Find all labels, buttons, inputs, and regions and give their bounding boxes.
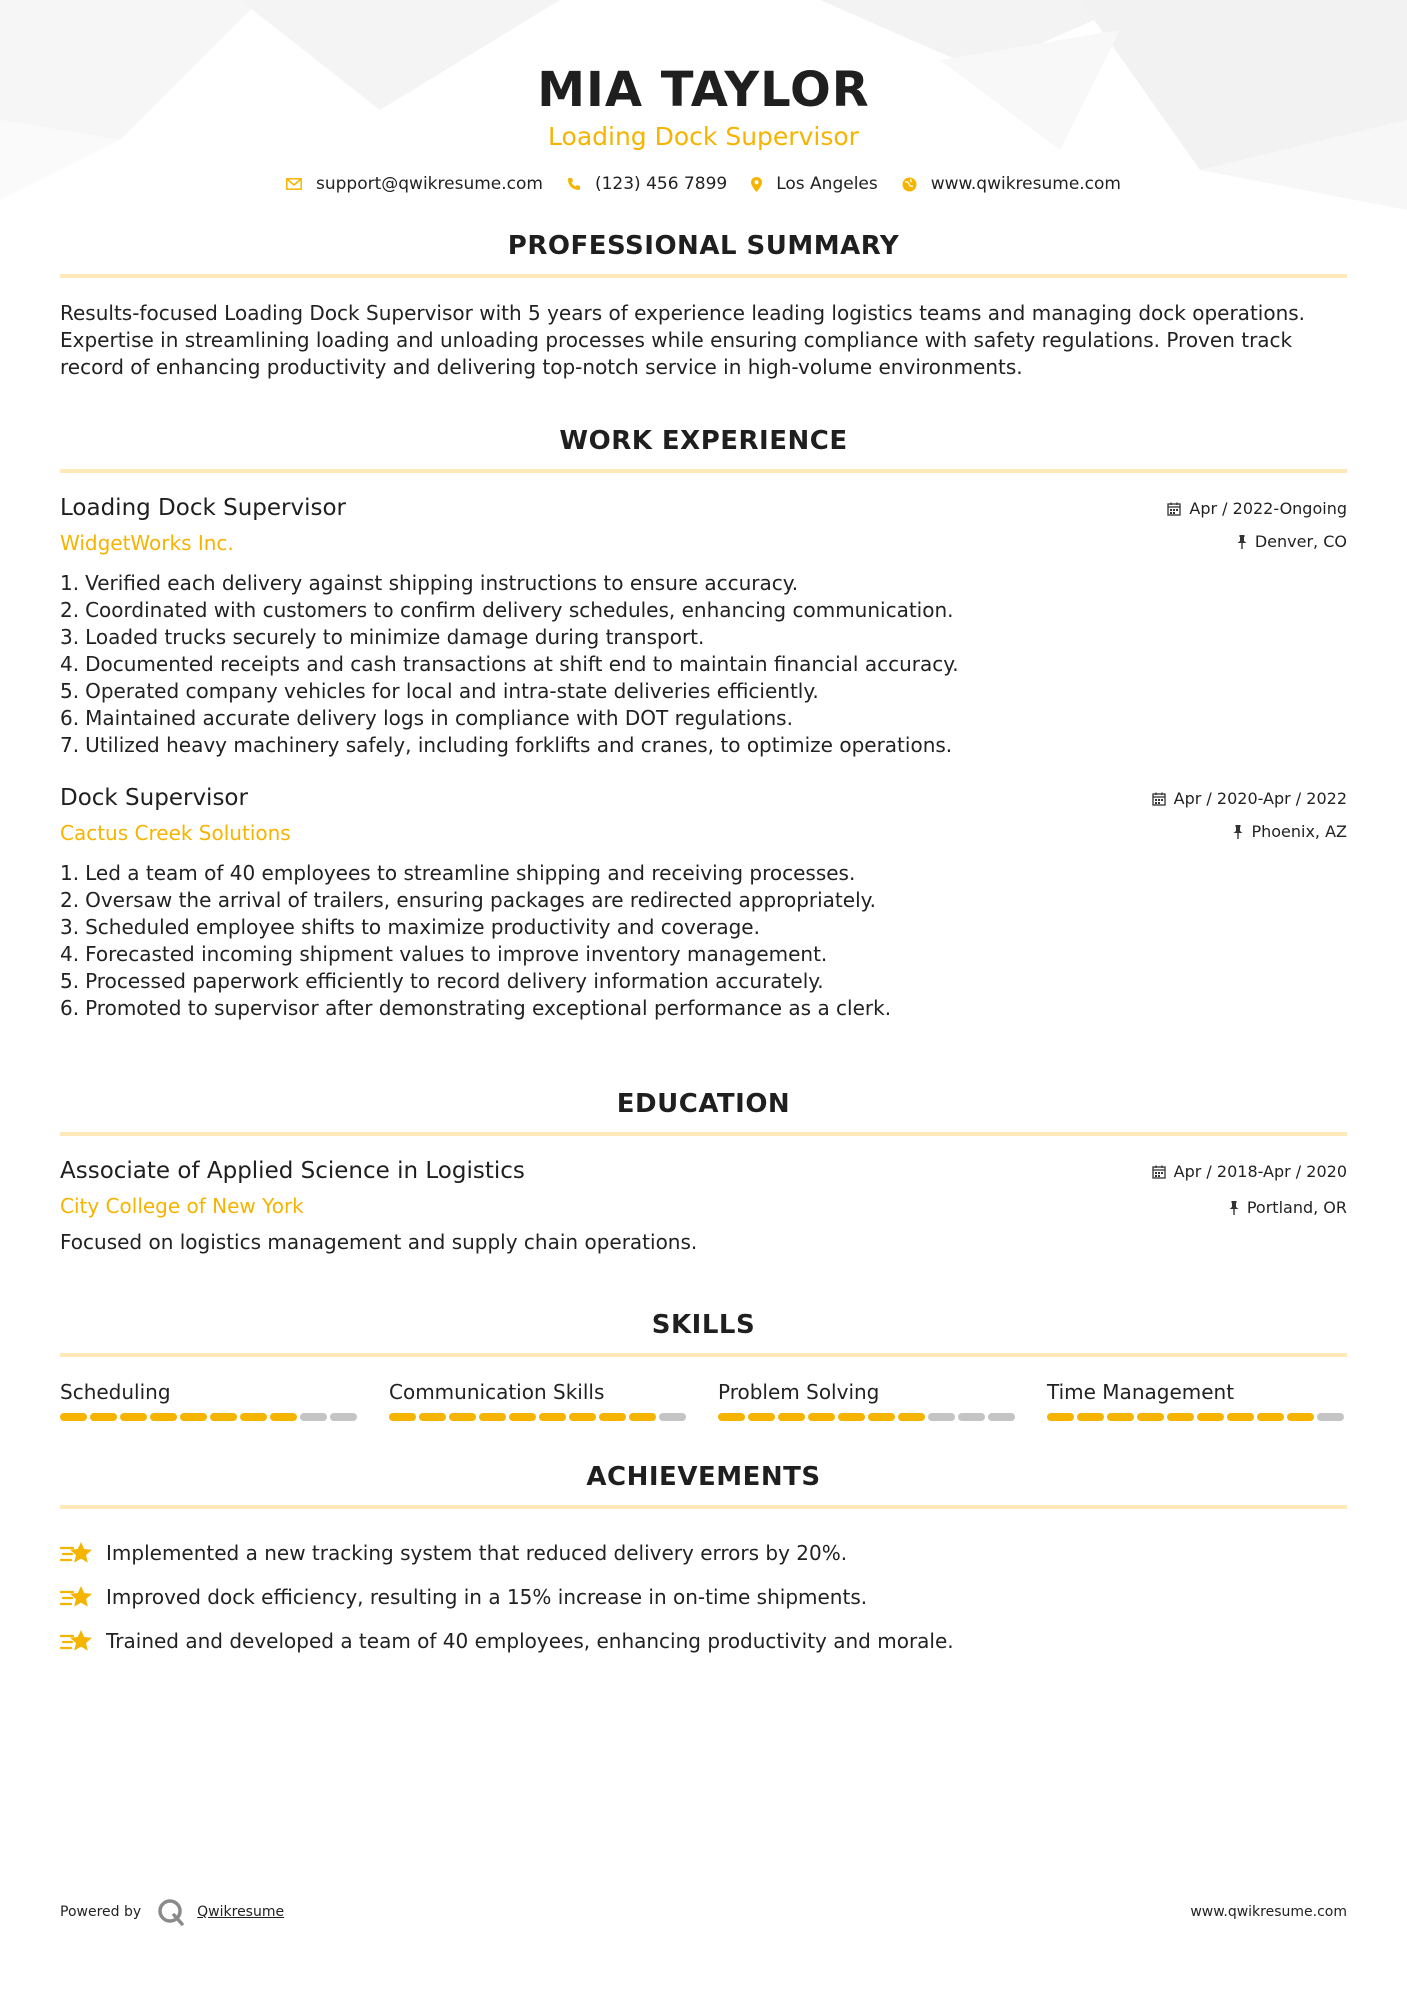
- rating-dot-filled: [718, 1413, 745, 1421]
- rating-dot-filled: [1107, 1413, 1134, 1421]
- pushpin-icon: [1229, 1201, 1239, 1215]
- achievement-text: Improved dock efficiency, resulting in a 15% increase in on-time shipments.: [106, 1584, 868, 1609]
- summary-section: [60, 230, 1347, 381]
- rating-dot-filled: [868, 1413, 895, 1421]
- achievement-item: [60, 1575, 1347, 1619]
- company-name: Cactus Creek Solutions: [60, 821, 291, 845]
- section-divider: [60, 1353, 1347, 1357]
- job-dates: Apr / 2022-Ongoing: [1189, 499, 1347, 518]
- rating-dot-filled: [150, 1413, 177, 1421]
- rating-dot-filled: [778, 1413, 805, 1421]
- powered-by: [60, 1898, 284, 1926]
- rating-dot-filled: [629, 1413, 656, 1421]
- rating-dot-empty: [988, 1413, 1015, 1421]
- rating-dot-filled: [1077, 1413, 1104, 1421]
- list-item: 1. Led a team of 40 employees to streamline shipping and receiving processes.: [60, 861, 856, 885]
- experience-section: [60, 425, 1347, 1022]
- achievement-text: Trained and developed a team of 40 employees, enhancing productivity and morale.: [106, 1628, 954, 1653]
- rating-dot-filled: [1137, 1413, 1164, 1421]
- rating-dot-filled: [599, 1413, 626, 1421]
- list-item: 4. Forecasted incoming shipment values to improve inventory management.: [60, 942, 828, 966]
- job-entry: [60, 493, 1347, 759]
- shooting-star-icon: [60, 1539, 94, 1567]
- shooting-star-icon: [60, 1627, 94, 1655]
- location-text: Los Angeles: [776, 174, 878, 194]
- calendar-icon: [1167, 502, 1181, 516]
- education-section: [60, 1088, 1347, 1255]
- section-divider: [60, 1505, 1347, 1509]
- list-item: 6. Promoted to supervisor after demonstrating exceptional performance as a clerk.: [60, 996, 892, 1020]
- footer-website[interactable]: www.qwikresume.com: [1190, 1904, 1347, 1920]
- rating-dot-filled: [1287, 1413, 1314, 1421]
- rating-dot-filled: [1167, 1413, 1194, 1421]
- rating-dot-empty: [330, 1413, 357, 1421]
- rating-dot-filled: [808, 1413, 835, 1421]
- resume-header: [60, 0, 1347, 194]
- skill-name: Scheduling: [60, 1380, 171, 1404]
- summary-text: Results-focused Loading Dock Supervisor with 5 years of experience leading logistics teams and managing dock operations. Expertise in streamlining loading and unloading processes while ensuring compliance with safety regulations. Proven track record of enhancing productivity and delivering top-notch service in high-volume environments.: [60, 301, 1306, 379]
- phone-text: (123) 456 7899: [594, 174, 728, 194]
- skills-list: [60, 1379, 1347, 1421]
- rating-dot-empty: [1317, 1413, 1344, 1421]
- list-item: 3. Loaded trucks securely to minimize damage during transport.: [60, 625, 705, 649]
- skills-heading: SKILLS: [651, 1310, 756, 1340]
- website-text: www.qwikresume.com: [930, 174, 1121, 194]
- duties-list: [60, 570, 1347, 759]
- duties-list: [60, 860, 1347, 1022]
- contact-email[interactable]: [286, 174, 543, 194]
- achievements-section: [60, 1461, 1347, 1663]
- list-item: 6. Maintained accurate delivery logs in compliance with DOT regulations.: [60, 706, 793, 730]
- rating-dot-filled: [1197, 1413, 1224, 1421]
- experience-heading: WORK EXPERIENCE: [559, 426, 848, 456]
- phone-icon: [567, 177, 581, 191]
- list-item: 1. Verified each delivery against shipping instructions to ensure accuracy.: [60, 571, 799, 595]
- education-location: Portland, OR: [1246, 1198, 1347, 1217]
- rating-dot-filled: [419, 1413, 446, 1421]
- degree-title: Associate of Applied Science in Logistics: [60, 1158, 525, 1184]
- skill-rating: [60, 1413, 360, 1421]
- list-item: 2. Coordinated with customers to confirm delivery schedules, enhancing communication.: [60, 598, 954, 622]
- skill-name: Time Management: [1047, 1380, 1235, 1404]
- rating-dot-filled: [748, 1413, 775, 1421]
- shooting-star-icon: [60, 1583, 94, 1611]
- skill-rating: [389, 1413, 689, 1421]
- rating-dot-filled: [479, 1413, 506, 1421]
- school-name: City College of New York: [60, 1194, 304, 1218]
- contact-phone[interactable]: [567, 174, 727, 194]
- skill-item: [60, 1379, 360, 1421]
- job-entry: [60, 783, 1347, 1022]
- achievement-item: [60, 1619, 1347, 1663]
- skill-name: Problem Solving: [718, 1380, 880, 1404]
- job-title: Loading Dock Supervisor: [60, 495, 347, 521]
- skill-item: [718, 1379, 1018, 1421]
- list-item: 3. Scheduled employee shifts to maximize productivity and coverage.: [60, 915, 760, 939]
- brand-link[interactable]: Qwikresume: [197, 1904, 285, 1920]
- rating-dot-filled: [180, 1413, 207, 1421]
- email-text: support@qwikresume.com: [316, 174, 543, 194]
- achievement-item: [60, 1531, 1347, 1575]
- contact-location: [751, 174, 878, 194]
- rating-dot-filled: [240, 1413, 267, 1421]
- section-divider: [60, 469, 1347, 473]
- job-location: Phoenix, AZ: [1251, 822, 1347, 841]
- rating-dot-filled: [1257, 1413, 1284, 1421]
- rating-dot-filled: [569, 1413, 596, 1421]
- section-divider: [60, 274, 1347, 278]
- rating-dot-filled: [838, 1413, 865, 1421]
- skill-item: [1047, 1379, 1347, 1421]
- envelope-icon: [286, 178, 302, 190]
- rating-dot-filled: [120, 1413, 147, 1421]
- job-meta: [1167, 493, 1347, 556]
- list-item: 5. Processed paperwork efficiently to record delivery information accurately.: [60, 969, 824, 993]
- candidate-name: MIA TAYLOR: [537, 62, 870, 118]
- calendar-icon: [1152, 792, 1166, 806]
- rating-dot-filled: [1047, 1413, 1074, 1421]
- list-item: 2. Oversaw the arrival of trailers, ensuring packages are redirected appropriately.: [60, 888, 876, 912]
- pushpin-icon: [1237, 535, 1247, 549]
- achievements-heading: ACHIEVEMENTS: [586, 1462, 821, 1492]
- rating-dot-empty: [659, 1413, 686, 1421]
- qwikresume-logo-icon: [157, 1898, 185, 1926]
- education-entry: [60, 1156, 1347, 1255]
- candidate-title: Loading Dock Supervisor: [548, 122, 859, 151]
- rating-dot-filled: [210, 1413, 237, 1421]
- skill-name: Communication Skills: [389, 1380, 605, 1404]
- powered-by-label: Powered by: [60, 1904, 142, 1920]
- rating-dot-filled: [389, 1413, 416, 1421]
- job-dates: Apr / 2020-Apr / 2022: [1173, 789, 1347, 808]
- contact-bar: [60, 174, 1347, 194]
- map-pin-icon: [751, 177, 762, 192]
- summary-heading: PROFESSIONAL SUMMARY: [507, 231, 900, 261]
- skill-rating: [718, 1413, 1018, 1421]
- company-name: WidgetWorks Inc.: [60, 531, 234, 555]
- job-title: Dock Supervisor: [60, 785, 248, 811]
- skill-rating: [1047, 1413, 1347, 1421]
- rating-dot-filled: [898, 1413, 925, 1421]
- section-divider: [60, 1132, 1347, 1136]
- globe-icon: [902, 177, 917, 192]
- rating-dot-filled: [1227, 1413, 1254, 1421]
- rating-dot-empty: [928, 1413, 955, 1421]
- education-dates: Apr / 2018-Apr / 2020: [1173, 1162, 1347, 1181]
- achievements-list: [60, 1531, 1347, 1663]
- education-heading: EDUCATION: [616, 1089, 791, 1119]
- skills-section: [60, 1309, 1347, 1421]
- skill-item: [389, 1379, 689, 1421]
- list-item: 4. Documented receipts and cash transactions at shift end to maintain financial accuracy.: [60, 652, 959, 676]
- job-meta: [1152, 783, 1347, 846]
- achievement-text: Implemented a new tracking system that reduced delivery errors by 20%.: [106, 1540, 848, 1565]
- rating-dot-filled: [60, 1413, 87, 1421]
- rating-dot-filled: [449, 1413, 476, 1421]
- rating-dot-empty: [300, 1413, 327, 1421]
- rating-dot-filled: [509, 1413, 536, 1421]
- rating-dot-filled: [90, 1413, 117, 1421]
- rating-dot-filled: [539, 1413, 566, 1421]
- rating-dot-filled: [270, 1413, 297, 1421]
- list-item: 7. Utilized heavy machinery safely, including forklifts and cranes, to optimize operations.: [60, 733, 953, 757]
- job-location: Denver, CO: [1254, 532, 1347, 551]
- page-footer: [60, 1898, 1347, 1926]
- calendar-icon: [1152, 1165, 1166, 1179]
- rating-dot-empty: [958, 1413, 985, 1421]
- education-meta: [1152, 1156, 1347, 1219]
- contact-website[interactable]: [902, 174, 1121, 194]
- education-description: Focused on logistics management and supply chain operations.: [60, 1230, 698, 1254]
- pushpin-icon: [1233, 825, 1243, 839]
- list-item: 5. Operated company vehicles for local and intra-state deliveries efficiently.: [60, 679, 819, 703]
